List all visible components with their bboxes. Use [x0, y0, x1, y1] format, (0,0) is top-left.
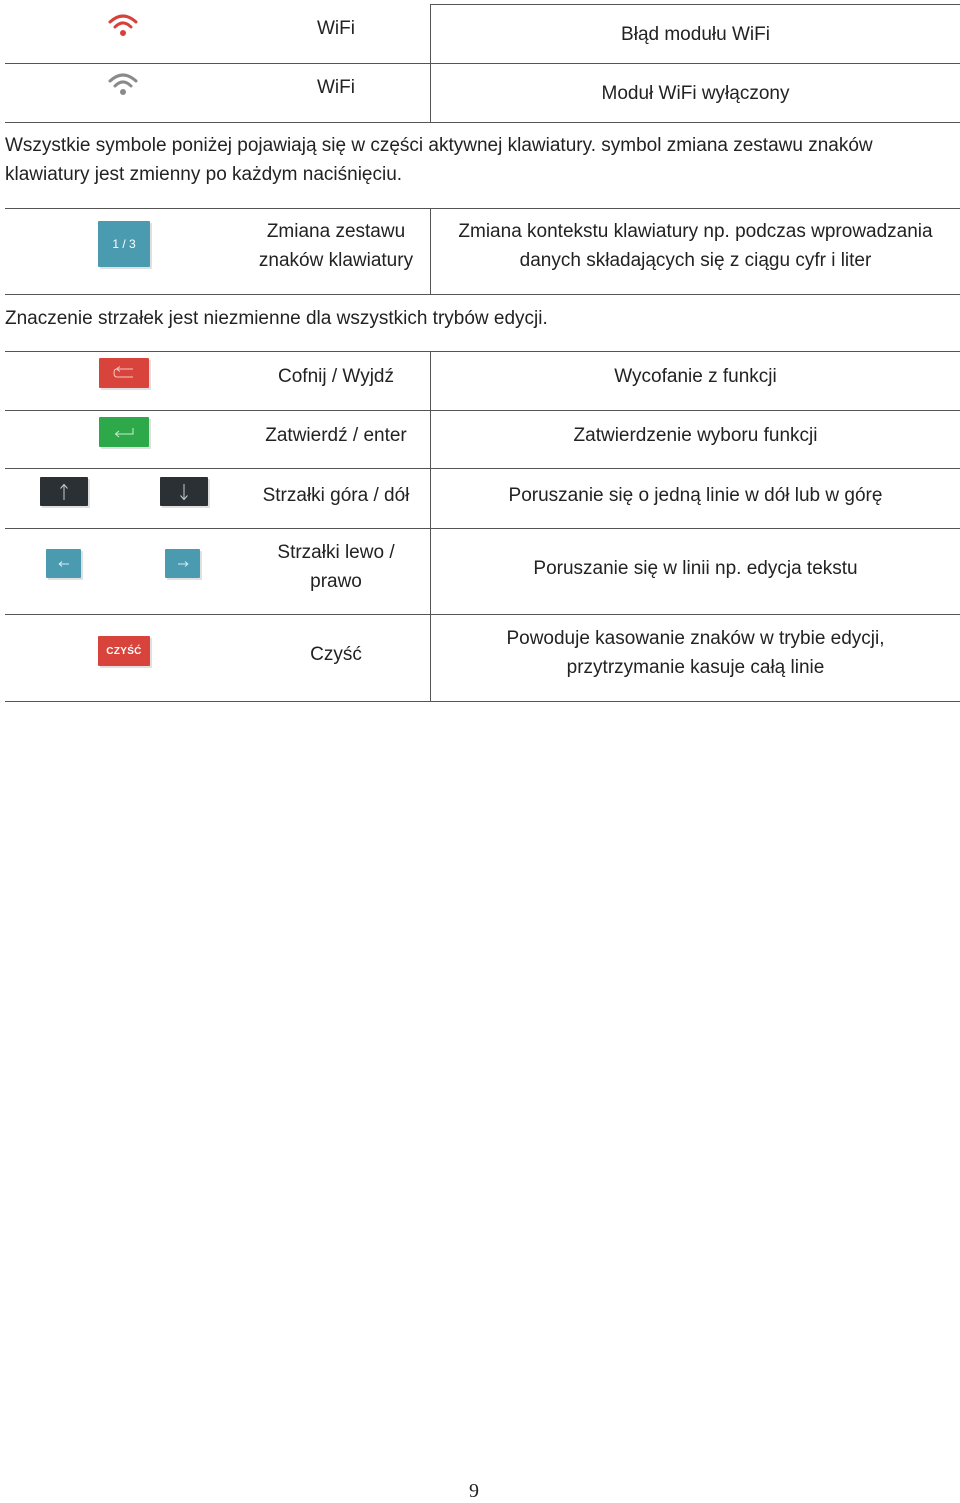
down-arrow-icon — [160, 477, 208, 506]
table-cell-description: Poruszanie się w linii np. edycja tekstu — [533, 557, 858, 579]
table-border — [430, 4, 960, 5]
table-cell-name: WiFi — [317, 17, 355, 39]
table-border — [5, 63, 960, 64]
name-line: prawo — [310, 571, 362, 592]
table-cell-name: Zatwierdź / enter — [265, 424, 407, 446]
table-cell-name: WiFi — [317, 76, 355, 98]
description-line: przytrzymanie kasuje całą linie — [566, 657, 825, 678]
table-border — [5, 208, 960, 209]
description-line: Zmiana kontekstu klawiatury np. podczas wprowadzania — [458, 221, 933, 242]
table-border — [5, 528, 960, 529]
table-cell-name: Czyść — [310, 643, 362, 665]
enter-arrow-icon — [99, 417, 149, 447]
table-cell-description — [431, 624, 960, 682]
description-line: danych składających się z ciągu cyfr i liter — [519, 250, 872, 271]
table-border — [5, 351, 960, 352]
table-cell-description: Poruszanie się o jedną linie w dół lub w górę — [508, 484, 883, 506]
up-arrow-icon — [40, 477, 88, 506]
table-border — [5, 410, 960, 411]
clear-key — [98, 636, 150, 666]
name-line: znaków klawiatury — [258, 250, 414, 271]
description-line: Powoduje kasowanie znaków w trybie edycji, — [506, 628, 885, 649]
back-arrow-icon — [99, 358, 149, 388]
table-cell-name — [245, 217, 427, 275]
paragraph-keyboard-symbols: Wszystkie symbole poniżej pojawiają się w części aktywnej klawiatury. symbol zmiana zestawu znaków klawiatury jest zmienny po każdym naciśnięciu. — [5, 135, 873, 185]
charset-toggle-key — [98, 221, 150, 267]
page-number: 9 — [469, 1480, 479, 1502]
table-cell-name: Strzałki góra / dół — [262, 484, 410, 506]
table-border — [5, 294, 960, 295]
table-border — [5, 122, 960, 123]
left-arrow-icon — [46, 549, 81, 578]
name-line: Strzałki lewo / — [277, 542, 395, 563]
table-cell-description: Zatwierdzenie wyboru funkcji — [573, 424, 818, 446]
table-border — [5, 468, 960, 469]
wifi-error-icon — [107, 12, 139, 44]
clear-key-label: CZYŚĆ — [106, 645, 142, 657]
name-line: Zmiana zestawu — [266, 221, 406, 242]
table-cell-name — [245, 538, 427, 596]
right-arrow-icon — [165, 549, 200, 578]
table-cell-description — [431, 217, 960, 275]
table-cell-name: Cofnij / Wyjdź — [278, 365, 394, 387]
wifi-off-icon — [107, 71, 139, 103]
table-cell-description: Moduł WiFi wyłączony — [601, 82, 790, 104]
table-border — [5, 614, 960, 615]
charset-toggle-label: 1 / 3 — [112, 237, 136, 251]
table-border — [5, 701, 960, 702]
table-cell-description: Wycofanie z funkcji — [614, 365, 777, 387]
table-cell-description: Błąd modułu WiFi — [621, 23, 770, 45]
paragraph-arrows: Znaczenie strzałek jest niezmienne dla wszystkich trybów edycji. — [5, 308, 548, 329]
